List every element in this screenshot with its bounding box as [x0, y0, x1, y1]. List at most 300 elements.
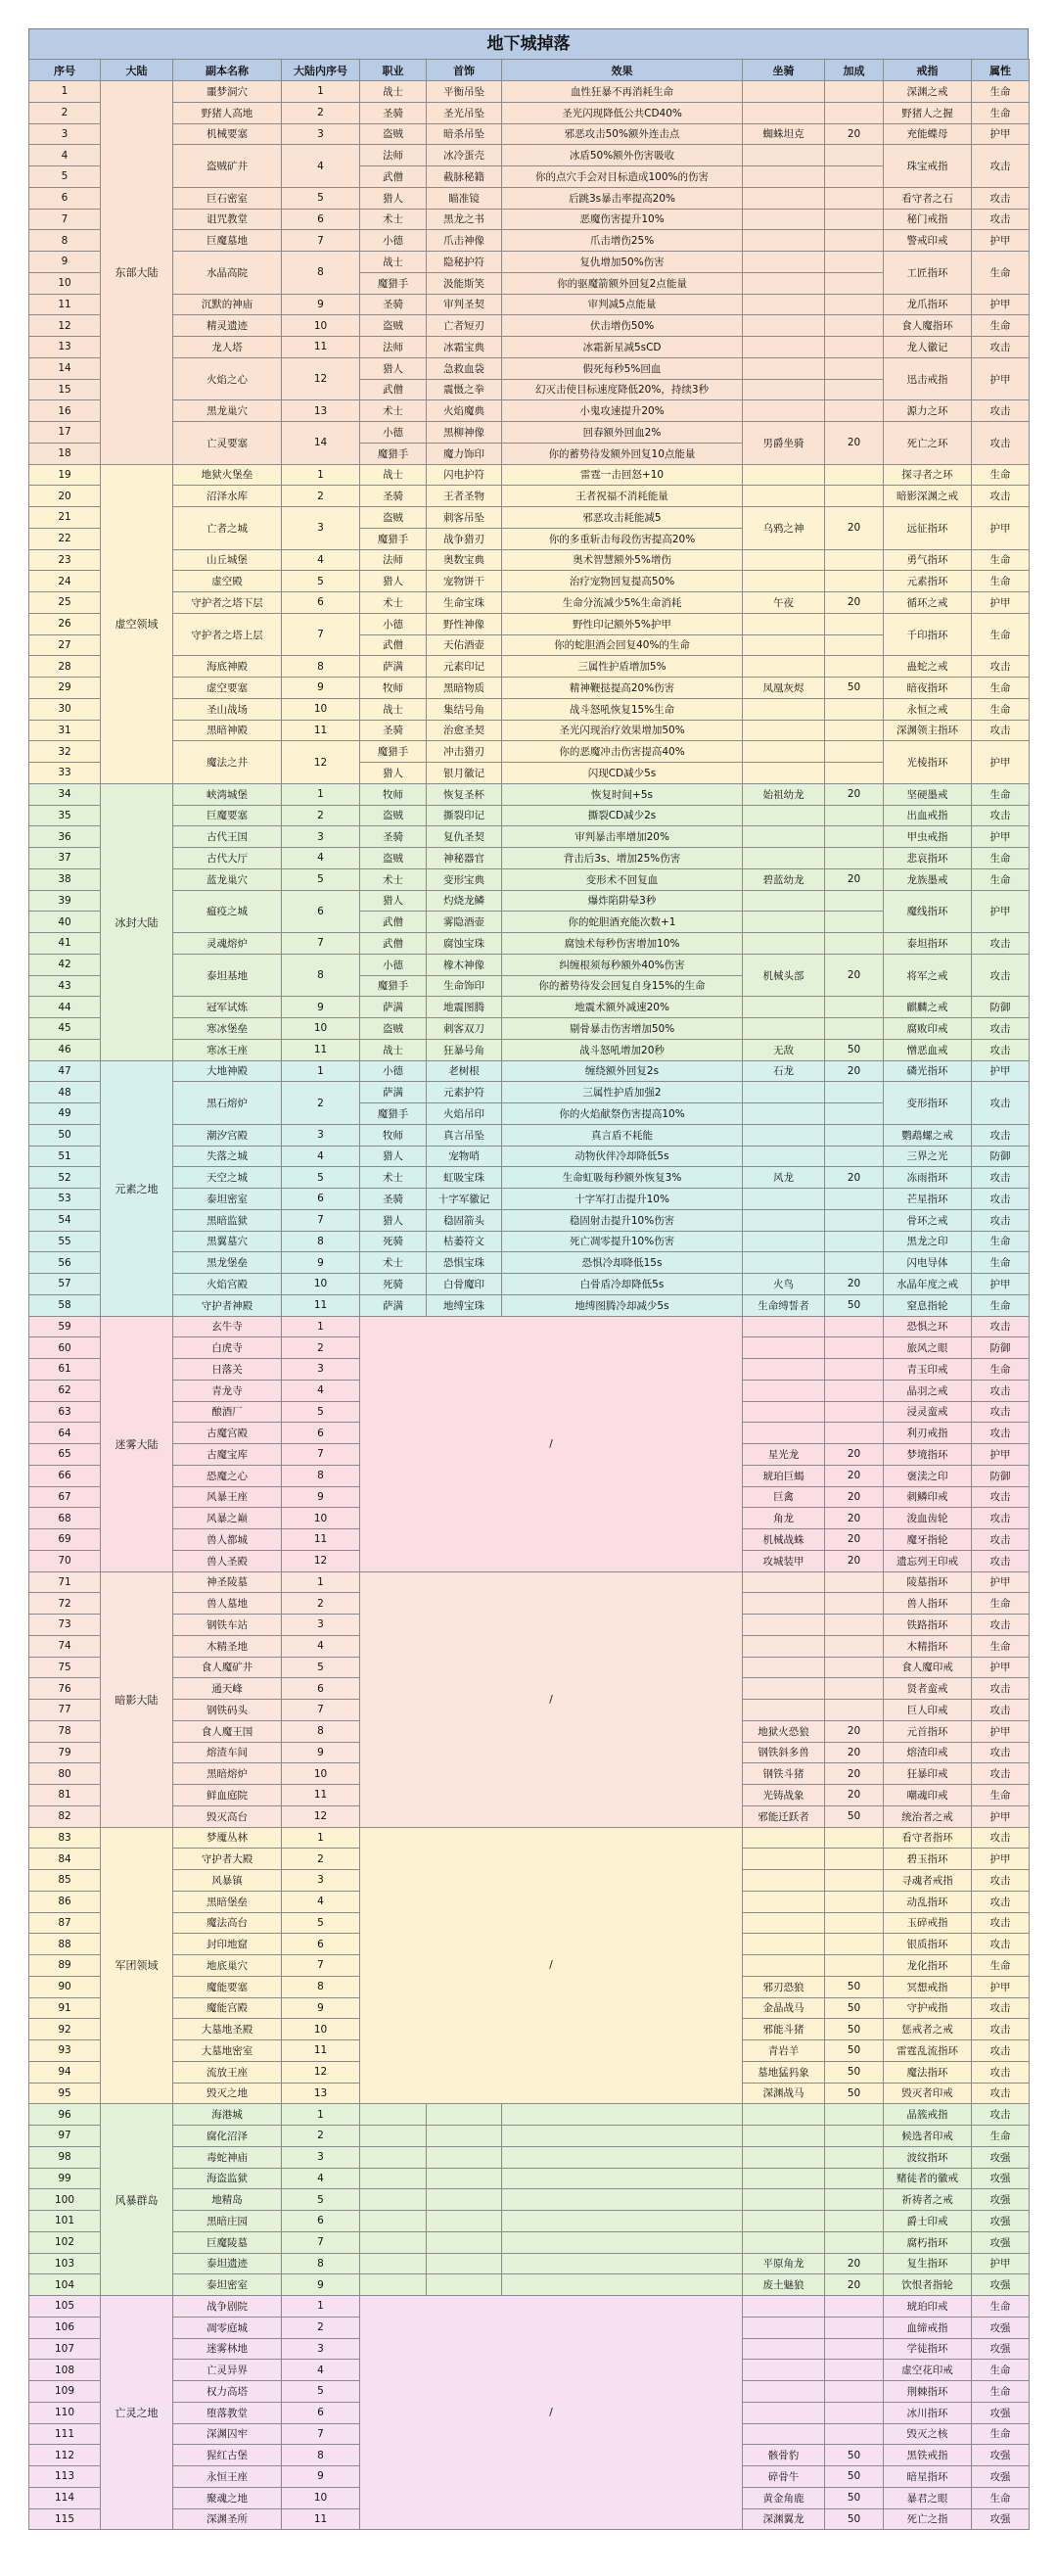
dungeon-name: 虚空殿	[173, 571, 282, 592]
class-cell	[360, 2253, 427, 2274]
attribute-cell: 生命	[972, 571, 1030, 592]
bonus-cell	[825, 848, 884, 869]
continent-index: 4	[282, 145, 360, 188]
row-number: 106	[29, 2317, 101, 2338]
dungeon-name: 钢铁码头	[173, 1700, 282, 1721]
attribute-cell: 生命	[972, 848, 1030, 869]
continent-index: 10	[282, 1508, 360, 1529]
attribute-cell: 攻击	[972, 1934, 1030, 1955]
row-number: 79	[29, 1742, 101, 1763]
row-number: 39	[29, 890, 101, 912]
continent-index: 10	[282, 1018, 360, 1040]
dungeon-name: 黑龙堡垒	[173, 1252, 282, 1274]
empty-marker: /	[360, 2296, 743, 2530]
class-cell: 猎人	[360, 763, 427, 784]
attribute-cell: 攻击	[972, 1742, 1030, 1763]
mount-cell: 骸骨豹	[743, 2445, 825, 2466]
row-number: 115	[29, 2508, 101, 2530]
mount-cell	[743, 720, 825, 741]
ring-cell: 野猪人之握	[884, 102, 972, 123]
bonus-cell	[825, 294, 884, 315]
bonus-cell	[825, 826, 884, 848]
ring-cell: 铁路指环	[884, 1615, 972, 1636]
continent-index: 2	[282, 2317, 360, 2338]
effect-cell: 你的蛇胆酒充能次数+1	[502, 912, 743, 933]
ring-cell: 统治者之戒	[884, 1805, 972, 1827]
ring-cell: 憎恶血戒	[884, 1039, 972, 1060]
mount-cell: 攻城装甲	[743, 1550, 825, 1571]
dungeon-name: 圣山战场	[173, 698, 282, 720]
row-number: 113	[29, 2466, 101, 2488]
row-number: 37	[29, 848, 101, 869]
mount-cell	[743, 656, 825, 678]
accessory-cell: 稳固箭头	[427, 1209, 502, 1231]
mount-cell: 始祖幼龙	[743, 783, 825, 805]
dungeon-name: 火焰之心	[173, 357, 282, 400]
bonus-cell	[825, 2168, 884, 2189]
class-cell: 术士	[360, 868, 427, 890]
mount-cell: 黄金角鹿	[743, 2487, 825, 2508]
table-row	[29, 315, 1030, 337]
bonus-cell: 20	[825, 1785, 884, 1806]
class-cell: 盗贼	[360, 848, 427, 869]
attribute-cell: 攻强	[972, 2445, 1030, 2466]
dungeon-name: 深渊囚牢	[173, 2423, 282, 2445]
continent-index: 7	[282, 230, 360, 252]
bonus-cell	[825, 1146, 884, 1167]
row-number: 100	[29, 2189, 101, 2211]
class-cell: 小德	[360, 613, 427, 634]
continent-index: 7	[282, 1444, 360, 1466]
dungeon-name: 魔法之井	[173, 741, 282, 784]
dungeon-name: 风暴王座	[173, 1486, 282, 1508]
row-number: 43	[29, 975, 101, 997]
accessory-cell: 地震图腾	[427, 997, 502, 1018]
attribute-cell: 生命	[972, 2360, 1030, 2381]
dungeon-name: 大地神殿	[173, 1060, 282, 1082]
mount-cell	[743, 1189, 825, 1210]
effect-cell: 腐蚀术每秒伤害增加10%	[502, 933, 743, 955]
dungeon-name: 堕落教堂	[173, 2402, 282, 2423]
ring-cell: 充能蝶母	[884, 123, 972, 145]
row-number: 17	[29, 422, 101, 444]
ring-cell: 死亡之环	[884, 422, 972, 465]
mount-cell	[743, 848, 825, 869]
continent-index: 2	[282, 102, 360, 123]
continent-index: 11	[282, 1039, 360, 1060]
col-header: 属性	[972, 60, 1030, 81]
bonus-cell	[825, 252, 884, 273]
effect-cell: 白骨盾冷却降低5s	[502, 1274, 743, 1295]
row-number: 12	[29, 315, 101, 337]
row-number: 99	[29, 2168, 101, 2189]
row-number: 28	[29, 656, 101, 678]
bonus-cell	[825, 2126, 884, 2147]
bonus-cell	[825, 187, 884, 209]
effect-cell: 变形术不回复血	[502, 868, 743, 890]
row-number: 27	[29, 634, 101, 656]
mount-cell	[743, 1827, 825, 1849]
ring-cell: 晶簇戒指	[884, 2104, 972, 2126]
bonus-cell: 50	[825, 2061, 884, 2083]
dungeon-name: 守护者神殿	[173, 1294, 282, 1316]
class-cell	[360, 2146, 427, 2168]
ring-cell: 磷光指环	[884, 1060, 972, 1082]
continent-index: 4	[282, 1146, 360, 1167]
row-number: 26	[29, 613, 101, 634]
continent-index: 6	[282, 209, 360, 230]
bonus-cell	[825, 1678, 884, 1700]
effect-cell: 地震术额外减速20%	[502, 997, 743, 1018]
attribute-cell: 攻击	[972, 1508, 1030, 1529]
bonus-cell: 20	[825, 123, 884, 145]
attribute-cell: 攻击	[972, 2019, 1030, 2040]
continent-index: 9	[282, 1252, 360, 1274]
row-number: 33	[29, 763, 101, 784]
ring-cell: 远征指环	[884, 507, 972, 550]
accessory-cell: 生命饰印	[427, 975, 502, 997]
row-number: 6	[29, 187, 101, 209]
table-row	[29, 102, 1030, 123]
bonus-cell	[825, 81, 884, 103]
effect-cell: 你的恶魔冲击伤害提高40%	[502, 741, 743, 763]
ring-cell: 三界之光	[884, 1146, 972, 1167]
attribute-cell: 防御	[972, 1465, 1030, 1486]
bonus-cell	[825, 1571, 884, 1593]
effect-cell: 战斗怒吼恢复15%生命	[502, 698, 743, 720]
dungeon-name: 神圣陵墓	[173, 1571, 282, 1593]
mount-cell: 平原角龙	[743, 2253, 825, 2274]
ring-cell: 看守者之石	[884, 187, 972, 209]
dungeon-name: 水晶高院	[173, 252, 282, 295]
mount-cell: 石龙	[743, 1060, 825, 1082]
attribute-cell: 攻击	[972, 2061, 1030, 2083]
mount-cell	[743, 2189, 825, 2211]
effect-cell: 背击后3s、增加25%伤害	[502, 848, 743, 869]
mount-cell	[743, 1678, 825, 1700]
row-number: 54	[29, 1209, 101, 1231]
ring-cell: 狂暴印戒	[884, 1763, 972, 1785]
ring-cell: 工匠指环	[884, 252, 972, 295]
attribute-cell: 攻击	[972, 1678, 1030, 1700]
attribute-cell: 护甲	[972, 2253, 1030, 2274]
continent-index: 12	[282, 1805, 360, 1827]
row-number: 61	[29, 1359, 101, 1381]
table-row	[29, 805, 1030, 826]
continent-cell: 虚空领域	[101, 464, 173, 783]
continent-index: 8	[282, 2445, 360, 2466]
class-cell: 死骑	[360, 1274, 427, 1295]
class-cell: 法师	[360, 337, 427, 358]
continent-index: 11	[282, 720, 360, 741]
bonus-cell: 50	[825, 1805, 884, 1827]
ring-cell: 恐惧之环	[884, 1316, 972, 1337]
accessory-cell: 变形宝典	[427, 868, 502, 890]
continent-index: 9	[282, 2466, 360, 2488]
mount-cell	[743, 634, 825, 656]
continent-index: 11	[282, 1529, 360, 1551]
mount-cell	[743, 81, 825, 103]
accessory-cell: 虹吸宝珠	[427, 1167, 502, 1189]
continent-index: 3	[282, 123, 360, 145]
attribute-cell: 护甲	[972, 741, 1030, 784]
ring-cell: 勇气指环	[884, 549, 972, 571]
row-number: 19	[29, 464, 101, 486]
effect-cell: 生命虹吸每秒额外恢复3%	[502, 1167, 743, 1189]
mount-cell: 无敌	[743, 1039, 825, 1060]
row-number: 71	[29, 1571, 101, 1593]
bonus-cell	[825, 1593, 884, 1615]
row-number: 94	[29, 2061, 101, 2083]
bonus-cell	[825, 1700, 884, 1721]
class-cell: 猎人	[360, 187, 427, 209]
dungeon-name: 恐魔之心	[173, 1465, 282, 1486]
empty-marker: /	[360, 1827, 743, 2104]
table-row	[29, 2253, 1030, 2274]
continent-index: 7	[282, 2231, 360, 2253]
accessory-cell	[427, 2211, 502, 2232]
row-number: 103	[29, 2253, 101, 2274]
bonus-cell: 50	[825, 2083, 884, 2104]
row-number: 3	[29, 123, 101, 145]
row-number: 45	[29, 1018, 101, 1040]
dungeon-name: 大墓地密室	[173, 2040, 282, 2062]
row-number: 1	[29, 81, 101, 103]
dungeon-name: 黑暗堡垒	[173, 1891, 282, 1912]
continent-index: 4	[282, 1635, 360, 1657]
empty-marker: /	[360, 1571, 743, 1827]
dungeon-name: 封印地窟	[173, 1934, 282, 1955]
bonus-cell: 20	[825, 1486, 884, 1508]
attribute-cell: 攻强	[972, 2189, 1030, 2211]
row-number: 50	[29, 1124, 101, 1146]
accessory-cell	[427, 2253, 502, 2274]
row-number: 102	[29, 2231, 101, 2253]
dungeon-name: 毁灭高台	[173, 1805, 282, 1827]
attribute-cell: 攻击	[972, 1912, 1030, 1934]
class-cell: 武僧	[360, 166, 427, 188]
accessory-cell	[427, 2274, 502, 2296]
dungeon-name: 风暴镇	[173, 1870, 282, 1892]
attribute-cell: 生命	[972, 252, 1030, 295]
ring-cell: 魔法指环	[884, 2061, 972, 2083]
accessory-cell: 火焰吊印	[427, 1103, 502, 1125]
continent-index: 10	[282, 2019, 360, 2040]
mount-cell: 钢铁斜多兽	[743, 1742, 825, 1763]
accessory-cell: 瞄准镜	[427, 187, 502, 209]
mount-cell	[743, 2296, 825, 2318]
effect-cell: 纠缠根须每秒额外40%伤害	[502, 954, 743, 975]
mount-cell	[743, 1615, 825, 1636]
dungeon-name: 古魔宝库	[173, 1444, 282, 1466]
continent-index: 10	[282, 1274, 360, 1295]
continent-index: 9	[282, 678, 360, 699]
table-row	[29, 1209, 1030, 1231]
dungeon-name: 鲜血庭院	[173, 1785, 282, 1806]
accessory-cell: 元素印记	[427, 656, 502, 678]
class-cell: 法师	[360, 549, 427, 571]
bonus-cell	[825, 379, 884, 400]
dungeon-name: 猩红古堡	[173, 2445, 282, 2466]
ring-cell: 雷霆乱流指环	[884, 2040, 972, 2062]
bonus-cell	[825, 1316, 884, 1337]
accessory-cell: 复仇圣契	[427, 826, 502, 848]
table-row	[29, 1039, 1030, 1060]
bonus-cell	[825, 1124, 884, 1146]
effect-cell: 你的点穴手会对目标造成100%的伤害	[502, 166, 743, 188]
row-number: 64	[29, 1423, 101, 1444]
row-number: 4	[29, 145, 101, 166]
attribute-cell: 护甲	[972, 826, 1030, 848]
ring-cell: 泰坦指环	[884, 933, 972, 955]
row-number: 59	[29, 1316, 101, 1337]
bonus-cell	[825, 1401, 884, 1423]
mount-cell	[743, 102, 825, 123]
dungeon-name: 日落关	[173, 1359, 282, 1381]
class-cell: 武僧	[360, 912, 427, 933]
bonus-cell	[825, 1209, 884, 1231]
effect-cell: 缠绕额外回复2s	[502, 1060, 743, 1082]
dungeon-name: 流放王座	[173, 2061, 282, 2083]
row-number: 77	[29, 1700, 101, 1721]
table-row	[29, 868, 1030, 890]
mount-cell	[743, 486, 825, 507]
class-cell: 小德	[360, 230, 427, 252]
continent-cell: 暗影大陆	[101, 1571, 173, 1827]
accessory-cell: 神秘器官	[427, 848, 502, 869]
class-cell: 武僧	[360, 933, 427, 955]
attribute-cell: 攻击	[972, 1615, 1030, 1636]
attribute-cell: 生命	[972, 2487, 1030, 2508]
continent-cell: 军团领域	[101, 1827, 173, 2104]
mount-cell: 碎骨牛	[743, 2466, 825, 2488]
effect-cell: 稳固射击提升10%伤害	[502, 1209, 743, 1231]
accessory-cell: 冰冷蛋壳	[427, 145, 502, 166]
attribute-cell: 攻击	[972, 145, 1030, 188]
table-row	[29, 997, 1030, 1018]
attribute-cell: 攻击	[972, 1124, 1030, 1146]
effect-cell: 战斗怒吼增加20秒	[502, 1039, 743, 1060]
attribute-cell: 攻击	[972, 400, 1030, 422]
bonus-cell	[825, 1359, 884, 1381]
bonus-cell	[825, 1615, 884, 1636]
table-row	[29, 848, 1030, 869]
continent-index: 9	[282, 1486, 360, 1508]
effect-cell: 十字军打击提升10%	[502, 1189, 743, 1210]
attribute-cell: 攻强	[972, 2146, 1030, 2168]
mount-cell: 风龙	[743, 1167, 825, 1189]
effect-cell: 真言盾不耗能	[502, 1124, 743, 1146]
continent-index: 11	[282, 2508, 360, 2530]
table-row	[29, 592, 1030, 614]
ring-cell: 波纹指环	[884, 2146, 972, 2168]
continent-index: 3	[282, 507, 360, 550]
mount-cell	[743, 1657, 825, 1678]
ring-cell: 循环之戒	[884, 592, 972, 614]
table-row	[29, 1316, 1030, 1337]
dungeon-name: 泰坦密室	[173, 2274, 282, 2296]
mount-cell	[743, 187, 825, 209]
mount-cell	[743, 1593, 825, 1615]
table-row	[29, 1827, 1030, 1849]
row-number: 51	[29, 1146, 101, 1167]
effect-cell: 恢复时间+5s	[502, 783, 743, 805]
effect-cell	[502, 2168, 743, 2189]
mount-cell	[743, 1124, 825, 1146]
mount-cell: 光铸战象	[743, 1785, 825, 1806]
class-cell: 战士	[360, 698, 427, 720]
ring-cell: 守护戒指	[884, 1997, 972, 2019]
table-row	[29, 1060, 1030, 1082]
attribute-cell: 攻击	[972, 805, 1030, 826]
continent-index: 3	[282, 2338, 360, 2360]
ring-cell: 血缔戒指	[884, 2317, 972, 2338]
row-number: 97	[29, 2126, 101, 2147]
attribute-cell: 护甲	[972, 1849, 1030, 1870]
dungeon-name: 食人魔王国	[173, 1720, 282, 1742]
accessory-cell: 冰霜宝典	[427, 337, 502, 358]
ring-cell: 芒星指环	[884, 1189, 972, 1210]
row-number: 80	[29, 1763, 101, 1785]
effect-cell: 血性狂暴不再消耗生命	[502, 81, 743, 103]
attribute-cell: 攻击	[972, 2040, 1030, 2062]
effect-cell: 圣光闪现降低公共CD40%	[502, 102, 743, 123]
accessory-cell: 生命宝珠	[427, 592, 502, 614]
table-row	[29, 720, 1030, 741]
dungeon-name: 亡灵要塞	[173, 422, 282, 465]
mount-cell	[743, 2402, 825, 2423]
continent-index: 12	[282, 741, 360, 784]
bonus-cell	[825, 720, 884, 741]
table-row	[29, 252, 1030, 273]
dungeon-name: 沼泽水库	[173, 486, 282, 507]
ring-cell: 青玉印戒	[884, 1359, 972, 1381]
mount-cell	[743, 698, 825, 720]
ring-cell: 死亡之指	[884, 2508, 972, 2530]
continent-index: 6	[282, 2402, 360, 2423]
table-row	[29, 123, 1030, 145]
ring-cell: 梦境指环	[884, 1444, 972, 1466]
continent-index: 6	[282, 2211, 360, 2232]
effect-cell: 审判暴击率增加20%	[502, 826, 743, 848]
continent-index: 8	[282, 1976, 360, 1997]
effect-cell: 恐惧冷却降低15s	[502, 1252, 743, 1274]
bonus-cell: 50	[825, 2487, 884, 2508]
continent-index: 12	[282, 1550, 360, 1571]
attribute-cell: 攻击	[972, 1529, 1030, 1551]
bonus-cell: 20	[825, 2253, 884, 2274]
bonus-cell: 20	[825, 592, 884, 614]
mount-cell	[743, 890, 825, 912]
bonus-cell	[825, 1955, 884, 1977]
col-header: 大陆内序号	[282, 60, 360, 81]
mount-cell	[743, 1912, 825, 1934]
attribute-cell: 生命	[972, 2296, 1030, 2318]
row-number: 78	[29, 1720, 101, 1742]
mount-cell	[743, 1359, 825, 1381]
effect-cell	[502, 2146, 743, 2168]
ring-cell: 骨环之戒	[884, 1209, 972, 1231]
continent-index: 2	[282, 805, 360, 826]
table-row	[29, 209, 1030, 230]
row-number: 84	[29, 1849, 101, 1870]
ring-cell: 元首指环	[884, 1720, 972, 1742]
mount-cell	[743, 1231, 825, 1252]
bonus-cell: 20	[825, 783, 884, 805]
bonus-cell: 50	[825, 2445, 884, 2466]
ring-cell: 龙族墨戒	[884, 868, 972, 890]
bonus-cell: 50	[825, 2019, 884, 2040]
